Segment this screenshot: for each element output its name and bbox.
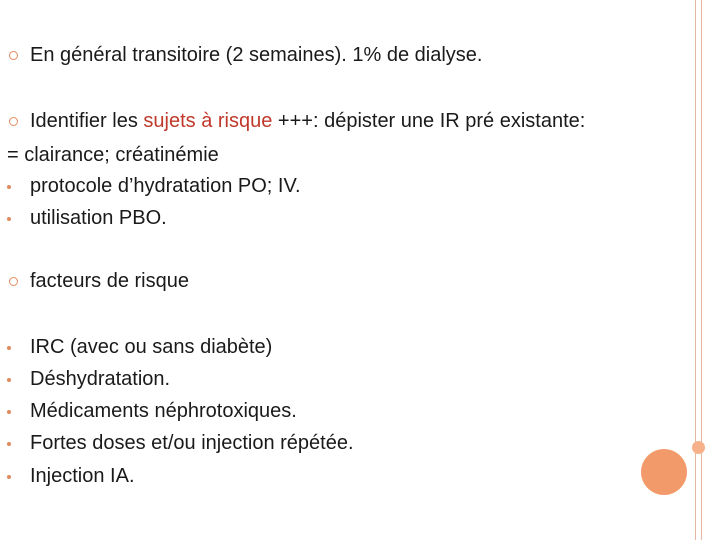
small-dot-bullet-icon [7,185,11,189]
list-item-text: Injection IA. [30,465,135,487]
decorative-line [701,0,702,540]
small-dot-bullet-icon [7,346,11,350]
list-item-text: Fortes doses et/ou injection répétée. [30,432,354,454]
hollow-circle-bullet-icon [9,51,18,60]
small-dot-bullet-icon [7,442,11,446]
bullet-text: facteurs de risque [30,270,189,292]
list-item-text: Médicaments néphrotoxiques. [30,400,297,422]
text-segment: +++: dépister une IR pré existante: [272,110,586,132]
list-item-text: Déshydratation. [30,368,171,390]
small-dot-bullet-icon [7,410,11,414]
text-segment: Identifier les [30,110,144,132]
decorative-circle-small [692,441,705,454]
sub-bullet-text: utilisation PBO. [30,207,167,229]
continuation-text: = clairance; créatinémie [7,144,219,166]
list-item-text: IRC (avec ou sans diabète) [30,336,273,358]
bullet-text [30,109,585,133]
hollow-circle-bullet-icon [9,117,18,126]
bullet-text: En général transitoire (2 semaines). 1% de dialyse. [30,44,483,66]
decorative-circle-large [641,449,687,495]
small-dot-bullet-icon [7,378,11,382]
decorative-line [695,0,696,540]
sub-bullet-text: protocole d’hydratation PO; IV. [30,175,301,197]
small-dot-bullet-icon [7,475,11,479]
small-dot-bullet-icon [7,217,11,221]
highlighted-text: sujets à risque [143,110,273,132]
hollow-circle-bullet-icon [9,277,18,286]
